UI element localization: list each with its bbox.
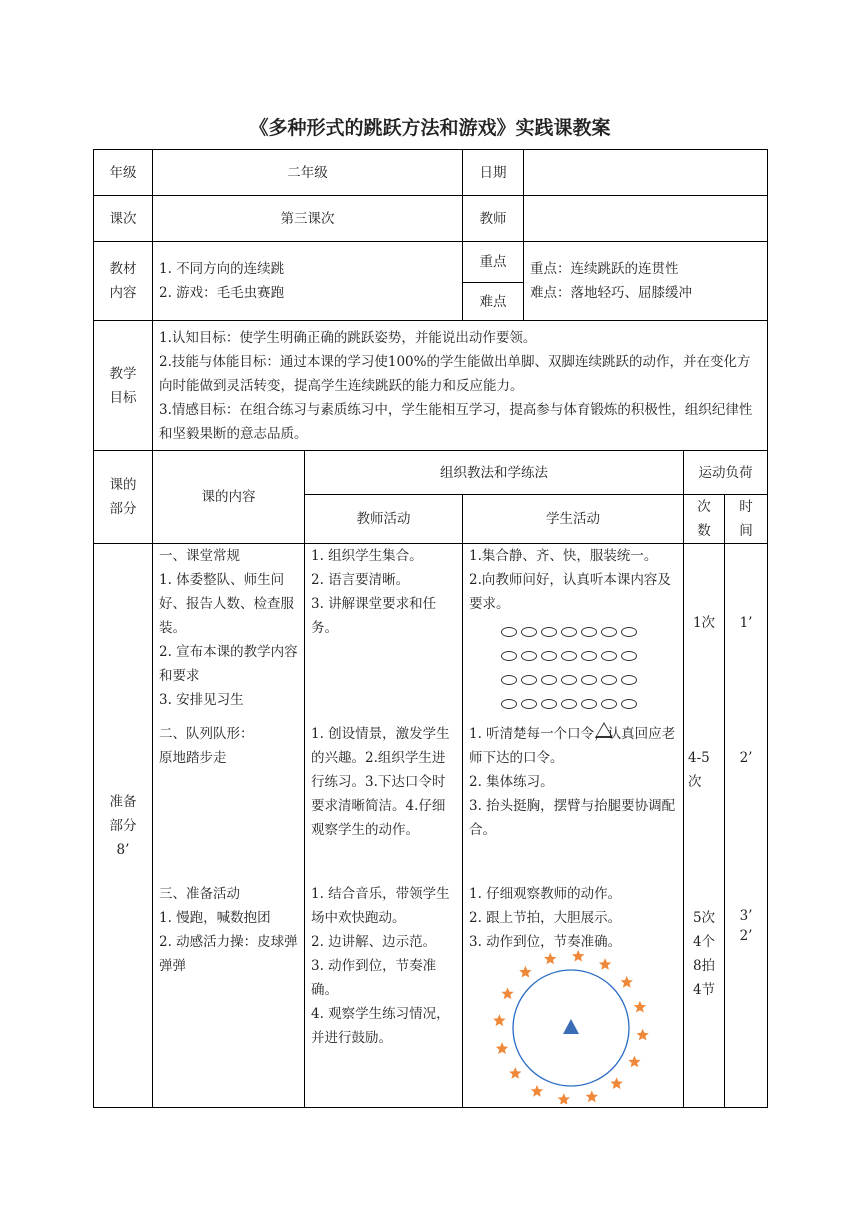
load-header: 运动负荷 — [684, 451, 768, 495]
student-act-warmup-2: 2. 跟上节拍，大胆展示。 — [469, 910, 622, 926]
goals-content — [153, 321, 768, 451]
org-header: 组织教法和学练法 — [305, 451, 684, 495]
times-routine: 1次 — [692, 615, 716, 631]
content-header: 课的内容 — [153, 451, 305, 544]
student-act-drill-2: 2. 集体练习。 — [469, 774, 554, 790]
teacher-act-1: 1. 组织学生集合。 — [311, 548, 423, 564]
difficult-point: 难点：落地轻巧、屈膝缓冲 — [530, 285, 692, 301]
key-point: 重点：连续跳跃的连贯性 — [530, 261, 679, 277]
times-warmup — [684, 906, 724, 1002]
student-star-icon — [621, 976, 633, 988]
student-act-drill-block — [469, 722, 677, 842]
duration-drill: 2’ — [739, 750, 753, 766]
times-drill-line1: 4-5 — [688, 750, 710, 766]
times-header-line1: 次 — [697, 499, 711, 515]
part-header — [94, 451, 153, 544]
content-drill-1: 原地踏步走 — [159, 750, 227, 766]
key-label: 重点 — [463, 242, 524, 283]
content-drill-block — [159, 722, 298, 770]
times-drill — [688, 746, 710, 794]
material-label — [94, 242, 153, 321]
duration-warmup-2: 2’ — [739, 928, 753, 944]
student-star-icon — [493, 1014, 505, 1026]
prep-label-line3: 8’ — [116, 841, 130, 858]
content-routine-1: 1. 体委整队、师生问好、报告人数、检查服装。 — [159, 572, 294, 636]
prep-content — [153, 544, 305, 1108]
prep-part-label — [94, 544, 153, 1108]
grade-value: 二年级 — [153, 150, 463, 196]
prep-durations — [725, 544, 768, 1108]
part-header-line1: 课的 — [109, 477, 137, 493]
content-warmup-1: 1. 慢跑，喊数抱团 — [159, 910, 271, 926]
content-warmup-2: 2. 动感活力操：皮球弹弹弹 — [159, 934, 298, 974]
student-star-icon — [519, 966, 531, 978]
key-difficult-content — [524, 242, 768, 321]
times-warmup-1: 5次 — [692, 910, 716, 926]
teacher-value — [524, 196, 768, 242]
times-warmup-4: 4节 — [692, 982, 716, 998]
prep-label-line2: 部分 — [109, 817, 137, 834]
goal-cognitive: 1.认知目标：使学生明确正确的跳跃姿势，并能说出动作要领。 — [159, 329, 537, 346]
student-star-icon — [501, 987, 513, 999]
content-warmup-block — [159, 882, 298, 978]
teacher-act-3: 3. 讲解课堂要求和任务。 — [311, 596, 437, 636]
student-star-icon — [634, 1001, 646, 1013]
material-label-line1: 教材 — [109, 261, 137, 277]
lesson-value: 第三课次 — [153, 196, 463, 242]
student-star-icon — [496, 1042, 508, 1054]
times-warmup-2: 4个 — [692, 934, 716, 950]
student-act-drill-1: 1. 听清楚每一个口令，认真回应老师下达的口令。 — [469, 726, 676, 766]
content-routine-2: 2. 宣布本课的教学内容和要求 — [159, 644, 298, 684]
duration-header — [725, 495, 768, 544]
teacher-act-warmup-4: 4. 观察学生练习情况，并进行鼓励。 — [311, 1006, 450, 1046]
student-formation-diagram — [499, 622, 677, 738]
teacher-activity-header: 教师活动 — [305, 495, 463, 544]
prep-teacher-activity — [305, 544, 463, 1108]
student-star-icon — [509, 1067, 521, 1079]
difficult-label: 难点 — [463, 283, 524, 321]
lesson-label: 课次 — [94, 196, 153, 242]
material-item-1: 1. 不同方向的连续跳 — [159, 261, 285, 277]
duration-header-line2: 间 — [739, 523, 753, 539]
teacher-act-drill: 1. 创设情景，激发学生的兴趣。2.组织学生进行练习。3.下达口令时要求清晰简洁。4.仔细观察学生的动作。 — [311, 726, 450, 838]
student-star-icon — [531, 1085, 543, 1097]
student-star-icon — [586, 1090, 598, 1102]
content-routine-3: 3. 安排见习生 — [159, 692, 244, 708]
teacher-position-icon — [563, 1019, 579, 1034]
student-act-warmup-1: 1. 仔细观察教师的动作。 — [469, 886, 622, 902]
prep-label-line1: 准备 — [109, 793, 137, 810]
student-act-2: 2.向教师问好，认真听本课内容及要求。 — [469, 572, 671, 612]
part-header-line2: 部分 — [109, 501, 137, 517]
student-star-icon — [637, 1029, 649, 1041]
teacher-label: 教师 — [463, 196, 524, 242]
lesson-plan-table — [93, 149, 768, 1108]
content-routine-title: 一、课堂常规 — [159, 548, 240, 564]
duration-routine: 1’ — [739, 615, 753, 631]
student-star-icon — [572, 950, 584, 962]
duration-warmup — [725, 906, 767, 946]
material-content — [153, 242, 463, 321]
content-warmup-title: 三、准备活动 — [159, 886, 240, 902]
prep-times — [684, 544, 725, 1108]
teacher-act-warmup-2: 2. 边讲解、边示范。 — [311, 934, 437, 950]
times-drill-line2: 次 — [688, 774, 702, 790]
teacher-act-warmup-1: 1. 结合音乐，带领学生场中欢快跑动。 — [311, 886, 450, 926]
prep-student-activity — [463, 544, 684, 1108]
student-activity-header: 学生活动 — [463, 495, 684, 544]
formation-row — [499, 622, 677, 646]
student-star-icon — [628, 1056, 640, 1068]
teacher-act-warmup-block — [311, 882, 456, 1050]
goals-label-line2: 目标 — [109, 389, 137, 406]
material-item-2: 2. 游戏：毛毛虫赛跑 — [159, 285, 285, 301]
student-act-1: 1.集合静、齐、快，服装统一。 — [469, 548, 658, 564]
times-header — [684, 495, 725, 544]
teacher-act-warmup-3: 3. 动作到位，节奏准确。 — [311, 958, 437, 998]
grade-label: 年级 — [94, 150, 153, 196]
student-star-icon — [599, 958, 611, 970]
date-label: 日期 — [463, 150, 524, 196]
duration-header-line1: 时 — [739, 499, 753, 515]
formation-row — [499, 670, 677, 694]
student-act-drill-3: 3. 抬头挺胸，摆臂与抬腿要协调配合。 — [469, 798, 676, 838]
student-act-warmup-block — [469, 882, 677, 954]
material-label-line2: 内容 — [109, 285, 137, 301]
formation-row — [499, 646, 677, 670]
student-star-icon — [544, 953, 556, 965]
teacher-act-2: 2. 语言要清晰。 — [311, 572, 410, 588]
student-star-icon — [610, 1077, 622, 1089]
goal-skill: 2.技能与体能目标：通过本课的学习使100%的学生能做出单脚、双脚连续跳跃的动作，并在变化方向时能做到灵活转变，提高学生连续跳跃的能力和反应能力。 — [159, 353, 751, 394]
times-warmup-3: 8拍 — [692, 958, 716, 974]
date-value — [524, 150, 768, 196]
content-drill-title: 二、队列队形： — [159, 726, 254, 742]
times-header-line2: 数 — [697, 523, 711, 539]
student-star-icon — [558, 1093, 570, 1104]
goals-label — [94, 321, 153, 451]
duration-warmup-1: 3’ — [739, 908, 753, 924]
goals-label-line1: 教学 — [109, 365, 137, 382]
page-title: 《多种形式的跳跃方法和游戏》实践课教案 — [249, 117, 611, 139]
circle-formation-diagram — [491, 948, 651, 1104]
goal-affective: 3.情感目标：在组合练习与素质练习中，学生能相互学习，提高参与体育锻炼的积极性，组织纪律性和坚毅果断的意志品质。 — [159, 401, 753, 442]
formation-row — [499, 694, 677, 718]
student-act-warmup-3: 3. 动作到位，节奏准确。 — [469, 934, 622, 950]
